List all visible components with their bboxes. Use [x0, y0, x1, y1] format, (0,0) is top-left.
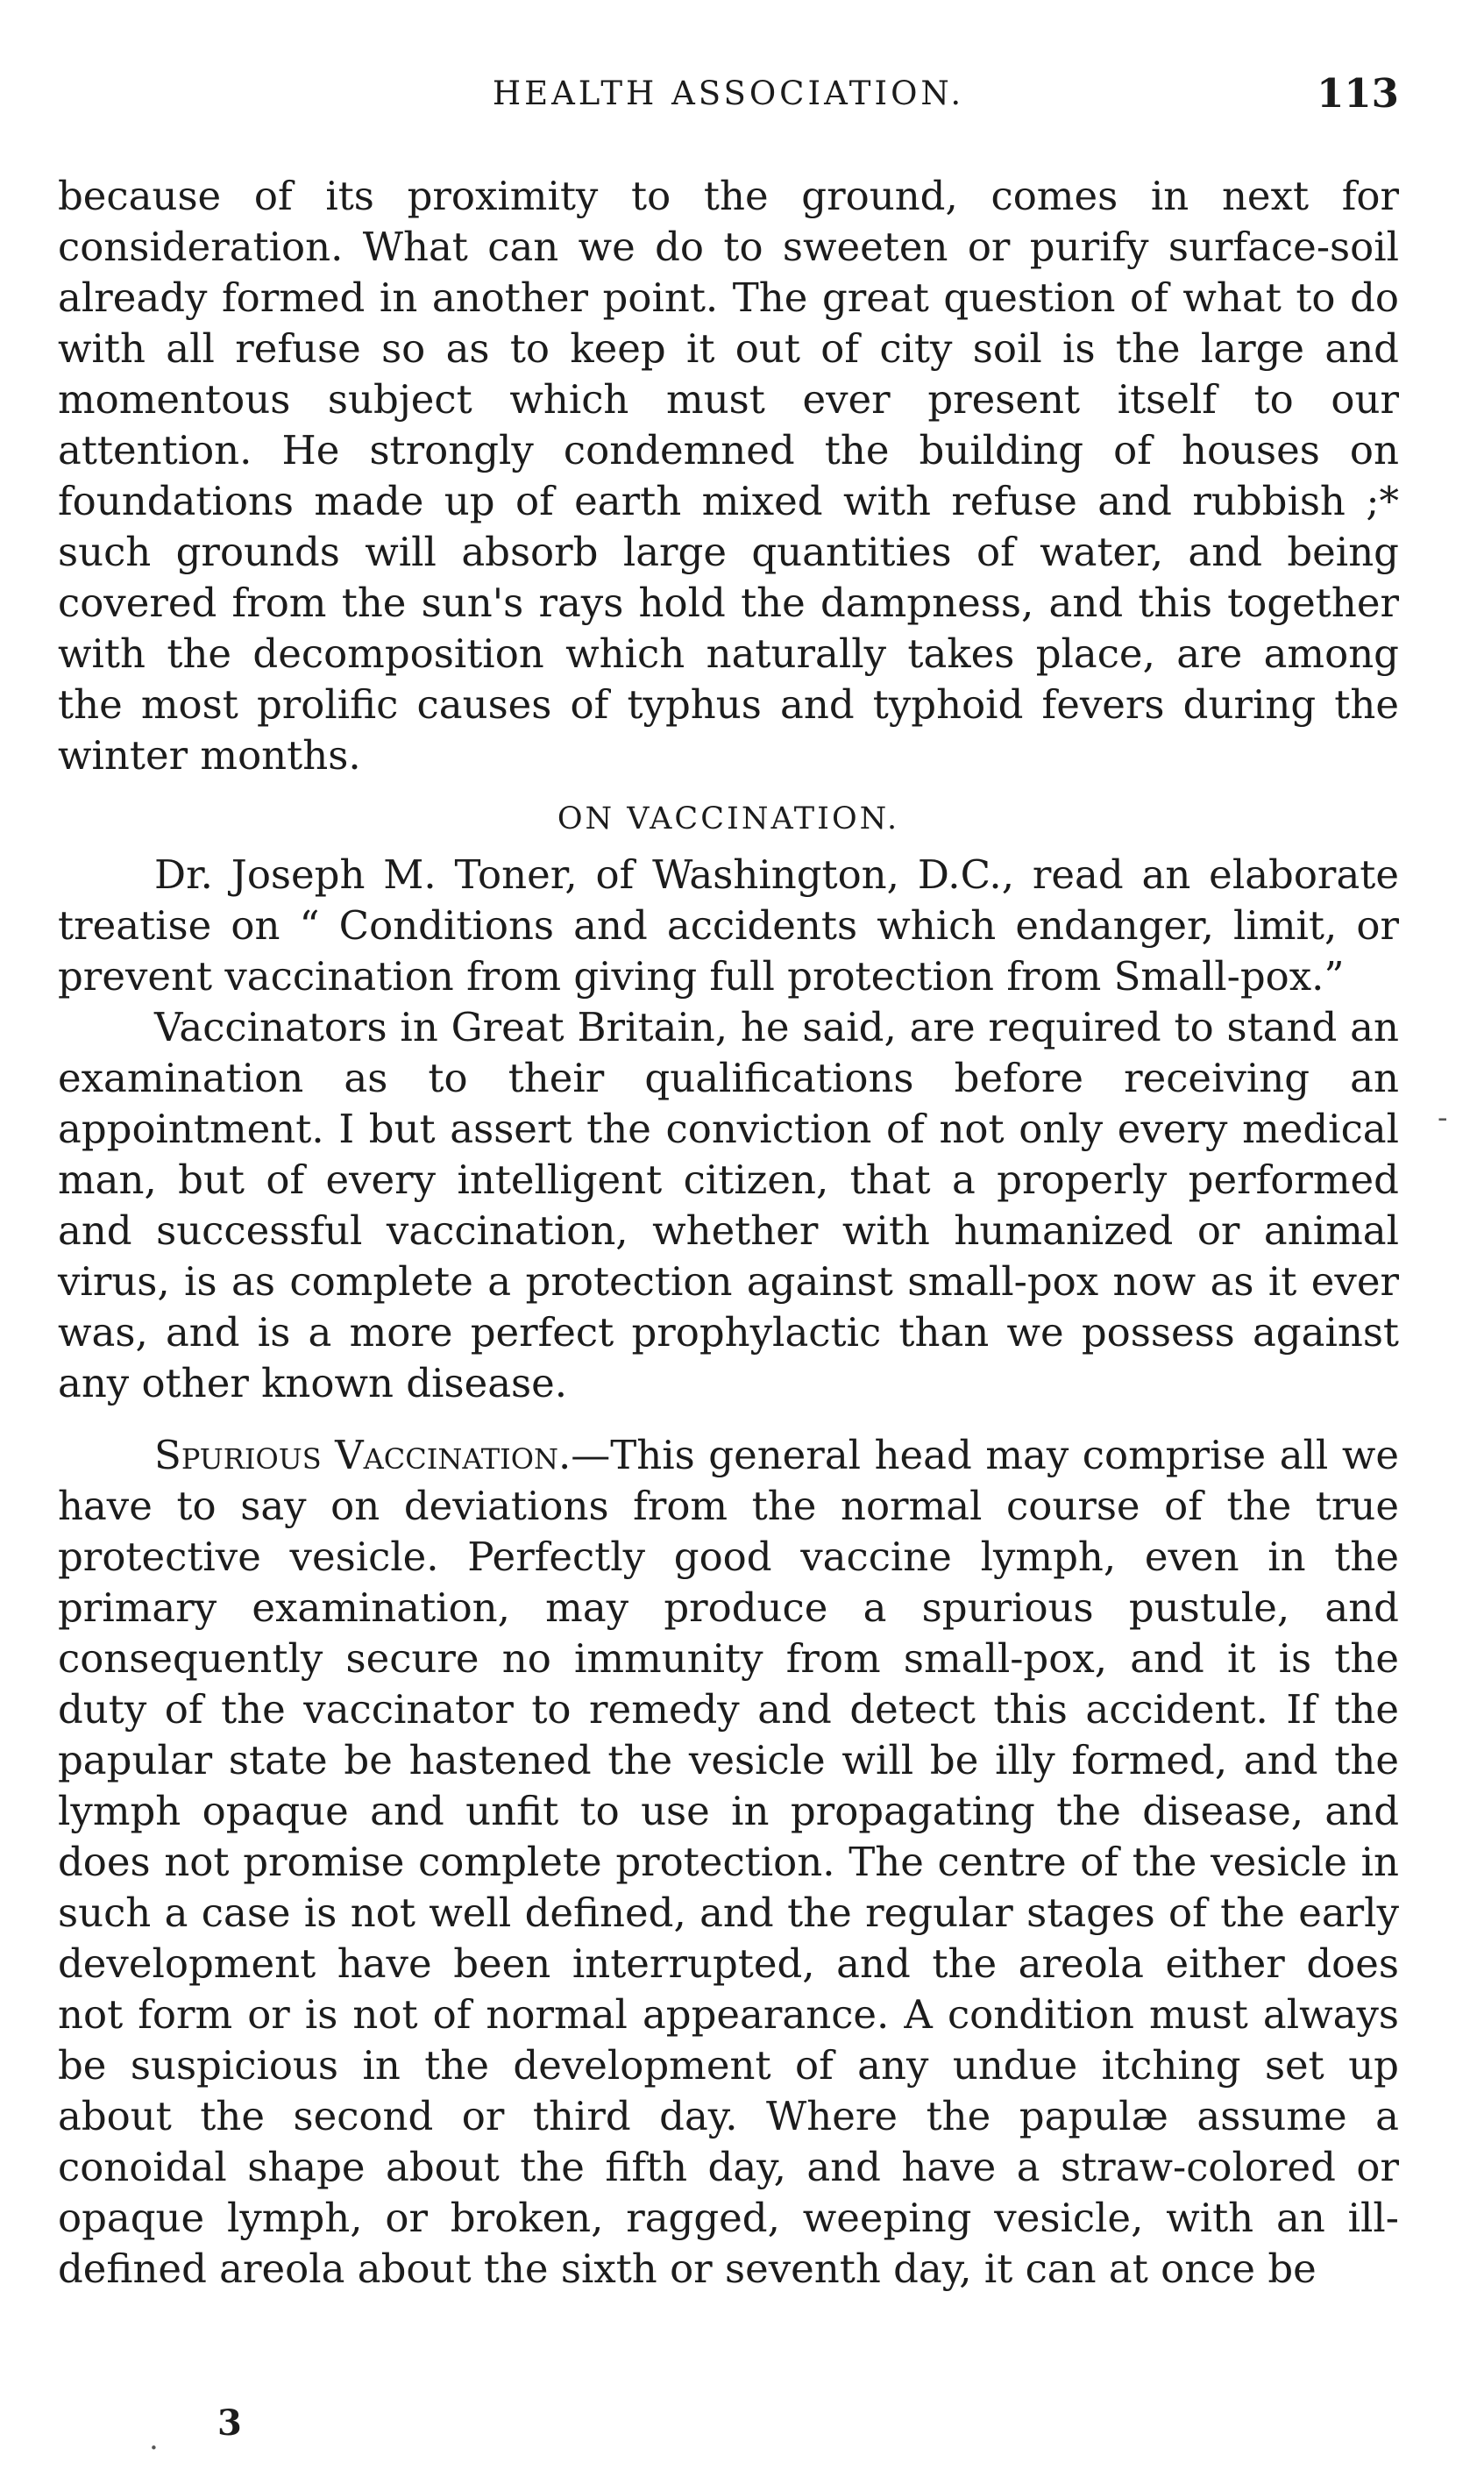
signature-mark: 3: [217, 2402, 242, 2444]
paragraph-vaccinators: Vaccinators in Great Britain, he said, are required to stand an examination as to their qualifications before receiving an appointment. I but assert the conviction of not only every medical man, but of every intelligent citizen, that a properly performed and successful vaccination, whether with humanized or animal virus, is as complete a protection against small-pox now as it ever was, and is a more perfect prophylactic than we possess against any other known disease.: [58, 1004, 1399, 1406]
page-header: [58, 63, 1399, 125]
paragraph-continuation: because of its proximity to the ground, comes in next for consideration. What can we do to sweeten or purify surface-soil already formed in another point. The great question of what to do with all refuse so as to keep it out of city soil is the large and momentous subject which must ever present itself to our attention. He strongly condemned the building of houses on foundations made up of earth mixed with refuse and rubbish ;* such grounds will absorb large quantities of water, and being covered from the sun's rays hold the dampness, and this together with the decomposition which naturally takes place, are among the most prolific causes of typhus and typhoid fevers during the winter months.: [58, 173, 1399, 779]
paragraph-lead-in: Spurious Vaccination.: [154, 1432, 572, 1478]
body-text: [58, 171, 1399, 2295]
paragraph-gap: [58, 1409, 1399, 1430]
paragraph-toner: Dr. Joseph M. Toner, of Washington, D.C., read an elaborate treatise on “ Conditions and accidents which endanger, limit, or prevent vaccination from giving full protection from Small-pox.”: [58, 851, 1399, 1000]
running-head: HEALTH ASSOCIATION.: [492, 75, 965, 112]
section-heading: ON VACCINATION.: [557, 801, 900, 836]
paragraph-spurious: [58, 1430, 1399, 2295]
page-number: 113: [1317, 70, 1399, 117]
margin-dash: -: [1438, 1100, 1448, 1135]
margin-dot: .: [149, 2422, 159, 2457]
paragraph-spurious-text: —This general head may comprise all we have to say on deviations from the normal course of the true protective vesicle. Perfectly good vaccine lymph, even in the primary examination, may produce a spurious pustule, and consequently secure no immunity from small-pox, and it is the duty of the vaccinator to remedy and detect this accident. If the papular state be hastened the vesicle will be illy formed, and the lymph opaque and unfit to use in propagating the disease, and does not promise complete protection. The centre of the vesicle in such a case is not well defined, and the regular stages of the early development have been interrupted, and the areola either does not form or is not of normal appearance. A condition must always be suspicious in the development of any undue itching set up about the second or third day. Where the papulæ assume a conoidal shape about the fifth day, and have a straw-colored or opaque lymph, or broken, ragged, weeping vesicle, with an ill-defined areola about the sixth or seventh day, it can at once be: [58, 1432, 1399, 2292]
